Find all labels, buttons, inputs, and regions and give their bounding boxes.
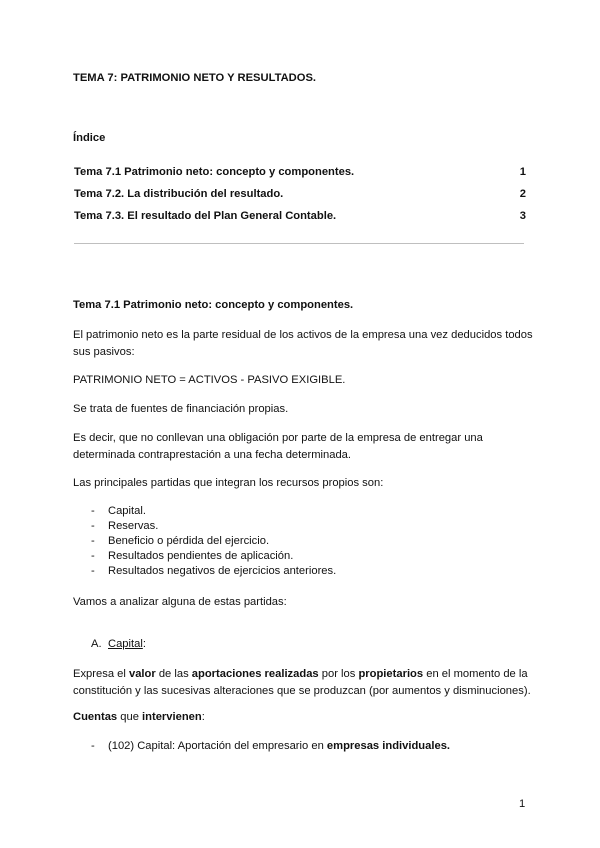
paragraph-sources: Se trata de fuentes de financiación propias. xyxy=(73,403,289,415)
list-item-text: Resultados pendientes de aplicación. xyxy=(108,550,294,562)
paragraph-items-intro: Las principales partidas que integran los recursos propios son: xyxy=(73,477,384,489)
toc-entry-page: 1 xyxy=(519,166,526,178)
toc-entry-page: 2 xyxy=(519,188,526,200)
bold-run: Cuentas xyxy=(73,711,118,723)
list-item xyxy=(91,520,158,532)
bold-run: valor xyxy=(128,668,156,680)
section-heading: Tema 7.1 Patrimonio neto: concepto y componentes. xyxy=(73,299,354,311)
subsection-heading xyxy=(91,638,146,650)
text-run: : xyxy=(201,711,205,723)
paragraph-capital-definition xyxy=(73,666,533,700)
paragraph-definition: El patrimonio neto es la parte residual de los activos de la empresa una vez deducidos todos sus pasivos: xyxy=(73,329,533,358)
index-divider xyxy=(74,243,524,244)
toc-entry-label: Tema 7.1 Patrimonio neto: concepto y componentes. xyxy=(74,166,355,178)
text-run: en el momento de la constitución y las sucesivas alteraciones que se produzcan (por aumentos y disminuciones). xyxy=(73,668,531,697)
list-item-text: Reservas. xyxy=(108,520,159,532)
text-run: que xyxy=(117,711,143,723)
text-run: por los xyxy=(318,668,359,680)
toc-entry[interactable] xyxy=(74,188,526,200)
bullet-dash: - xyxy=(91,740,95,752)
formula: PATRIMONIO NETO = ACTIVOS - PASIVO EXIGIBLE. xyxy=(73,374,346,386)
list-item xyxy=(91,565,336,577)
document-title: TEMA 7: PATRIMONIO NETO Y RESULTADOS. xyxy=(73,72,317,84)
list-item-text: Resultados negativos de ejercicios anteriores. xyxy=(108,565,337,577)
bold-run: propietarios xyxy=(358,668,424,680)
page-number: 1 xyxy=(519,798,526,810)
text-run: Expresa el xyxy=(73,668,129,680)
list-item-text: Capital. xyxy=(108,505,146,517)
paragraph-explanation: Es decir, que no conllevan una obligación por parte de la empresa de entregar una determinada contraprestación a una fecha determinada. xyxy=(73,432,483,461)
toc-entry[interactable] xyxy=(74,166,526,178)
subsection-colon: : xyxy=(142,638,146,650)
bullet-dash: - xyxy=(91,550,95,562)
index-heading: Índice xyxy=(73,132,106,144)
bold-run: aportaciones realizadas xyxy=(191,668,319,680)
bullet-dash: - xyxy=(91,505,95,517)
bullet-dash: - xyxy=(91,565,95,577)
toc-entry-label: Tema 7.3. El resultado del Plan General Contable. xyxy=(74,210,337,222)
subsection-letter: A. xyxy=(91,638,102,650)
list-item xyxy=(91,550,293,562)
text-run: (102) Capital: Aportación del empresario en xyxy=(108,740,327,752)
list-item xyxy=(91,535,269,547)
toc-entry-label: Tema 7.2. La distribución del resultado. xyxy=(74,188,284,200)
list-item xyxy=(91,505,146,517)
toc-entry-page: 3 xyxy=(519,210,526,222)
bullet-dash: - xyxy=(91,535,95,547)
bold-run: intervienen xyxy=(142,711,202,723)
bold-run: empresas individuales. xyxy=(326,740,451,752)
accounts-heading xyxy=(73,711,205,723)
toc-entry[interactable] xyxy=(74,210,526,222)
list-item-text: Beneficio o pérdida del ejercicio. xyxy=(108,535,270,547)
text-run: de las xyxy=(155,668,192,680)
subsection-title: Capital xyxy=(108,638,143,650)
bullet-dash: - xyxy=(91,520,95,532)
account-item xyxy=(91,740,450,752)
paragraph-analysis-intro: Vamos a analizar alguna de estas partidas: xyxy=(73,596,287,608)
